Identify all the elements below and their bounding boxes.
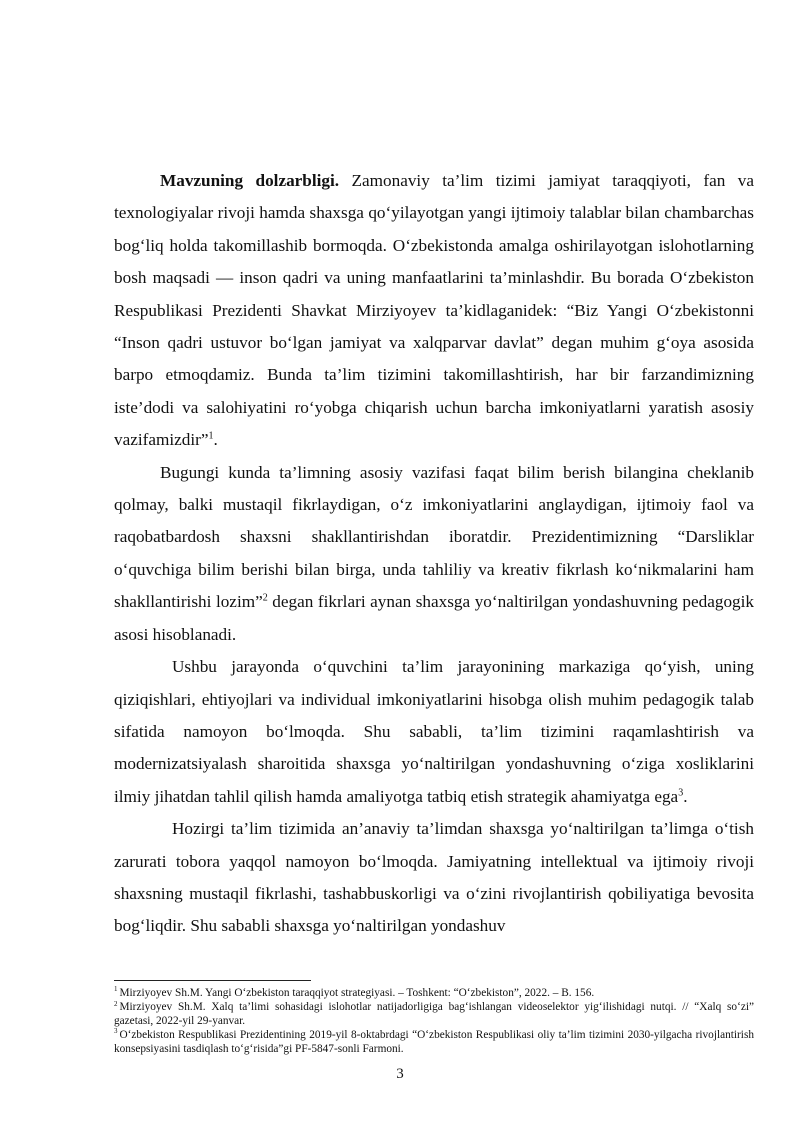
section-heading: Mavzuning dolzarbligi. [160,171,340,190]
paragraph-text: Hozirgi ta’lim tizimida an’anaviy ta’limdan shaxsga yo‘naltirilgan ta’limga o‘tish zarurati tobora yaqqol namoyon bo‘lmoqda. Jamiyatning intellektual va ijtimoiy rivoji shaxsning mustaqil fikrlashi, tashabbuskorligi va o‘zini rivojlantirish qobiliyatiga bevosita bog‘liqdir. Shu sababli shaxsga yo‘naltirilgan yondashuv [114,819,754,936]
paragraph-relevance [114,165,754,457]
paragraph-education-task [114,457,754,651]
paragraph-tail: . [683,786,688,806]
footnote-2 [114,1001,754,1028]
footnote-text: Mirziyoyev Sh.M. Yangi O‘zbekiston taraqqiyot strategiyasi. – Toshkent: “O‘zbekiston”, 2022. – B. 156. [119,987,595,999]
paragraph-text: Ushbu jarayonda o‘quvchini ta’lim jarayonining markaziga qo‘yish, uning qiziqishlari, ehtiyojlari va individual imkoniyatlarini hisobga olish muhim pedagogik talab sifatida namoyon bo‘lmoqda. Shu sababli, ta’lim tizimini raqamlashtirish va modernizatsiyalash sharoitida shaxsga yo‘naltirilgan yondashuvning o‘ziga xosliklarini ilmiy jihatdan tahlil qilish hamda amaliyotga tatbiq etish strategik ahamiyatga ega [114,657,754,806]
paragraph-text: Bugungi kunda ta’limning asosiy vazifasi faqat bilim berish bilangina cheklanib qolmay, balki mustaqil fikrlaydigan, o‘z imkoniyatlarini anglaydigan, ijtimoiy faol va raqobatbardosh shaxsni shakllantirishdan iboratdir. Prezidentimizning “Darsliklar o‘quvchiga bilim berishi bilan birga, unda tahliliy va kreativ fikrlash ko‘nikmalarini ham shakllantirishi lozim” [114,462,754,612]
footnote-ref[interactable]: 2 [262,592,268,604]
footnote-separator [114,980,311,981]
footnote-mark: 2 [114,999,118,1008]
paragraph-student-centered [114,651,754,813]
footnote-3 [114,1029,754,1056]
footnote-1 [114,987,754,1000]
footnote-text: O‘zbekiston Respublikasi Prezidentining 2019-yil 8-oktabrdagi “O‘zbekiston Respublikasi oliy ta’lim tizimini 2030-yilgacha rivojlantirish konsepsiyasini tasdiqlash to‘g‘risida”gi PF-5847-sonli Farmoni. [114,1029,754,1055]
footnotes [114,987,754,1057]
paragraph-transition [114,813,754,943]
body-text [114,165,754,943]
page-number: 3 [396,1066,404,1082]
footnote-ref[interactable]: 1 [208,430,214,442]
footnote-mark: 3 [114,1027,118,1036]
footnote-mark: 1 [114,985,118,994]
footnote-text: Mirziyoyev Sh.M. Xalq ta’limi sohasidagi islohotlar natijadorligiga bag‘ishlangan videoselektor yig‘ilishidagi nutqi. // “Xalq so‘zi” gazetasi, 2022-yil 29-yanvar. [114,1001,754,1027]
paragraph-text: Zamonaviy ta’lim tizimi jamiyat taraqqiyoti, fan va texnologiyalar rivoji hamda shaxsga qo‘yilayotgan yangi ijtimoiy talablar bilan chambarchas bog‘liq holda takomillashib bormoqda. O‘zbekistonda amalga oshirilayotgan islohotlarning bosh maqsadi — inson qadri va uning manfaatlarini ta’minlashdir. Bu borada O‘zbekiston Respublikasi Prezidenti Shavkat Mirziyoyev ta’kidlaganidek: “Biz Yangi O‘zbekistonni “Inson qadri ustuvor bo‘lgan jamiyat va xalqparvar davlat” degan muhim g‘oya asosida barpo etmoqdamiz. Bunda ta’lim tizimini takomillashtirish, har bir farzandimizning iste’dodi va salohiyatini ro‘yobga chiqarish uchun barcha imkoniyatlarni yaratish asosiy vazifamizdir” [114,171,755,450]
paragraph-tail: . [213,430,218,450]
paragraph-tail: degan fikrlari aynan shaxsga yo‘naltirilgan yondashuvning pedagogik asosi hisoblanadi. [114,592,755,644]
footnote-ref[interactable]: 3 [678,786,684,798]
